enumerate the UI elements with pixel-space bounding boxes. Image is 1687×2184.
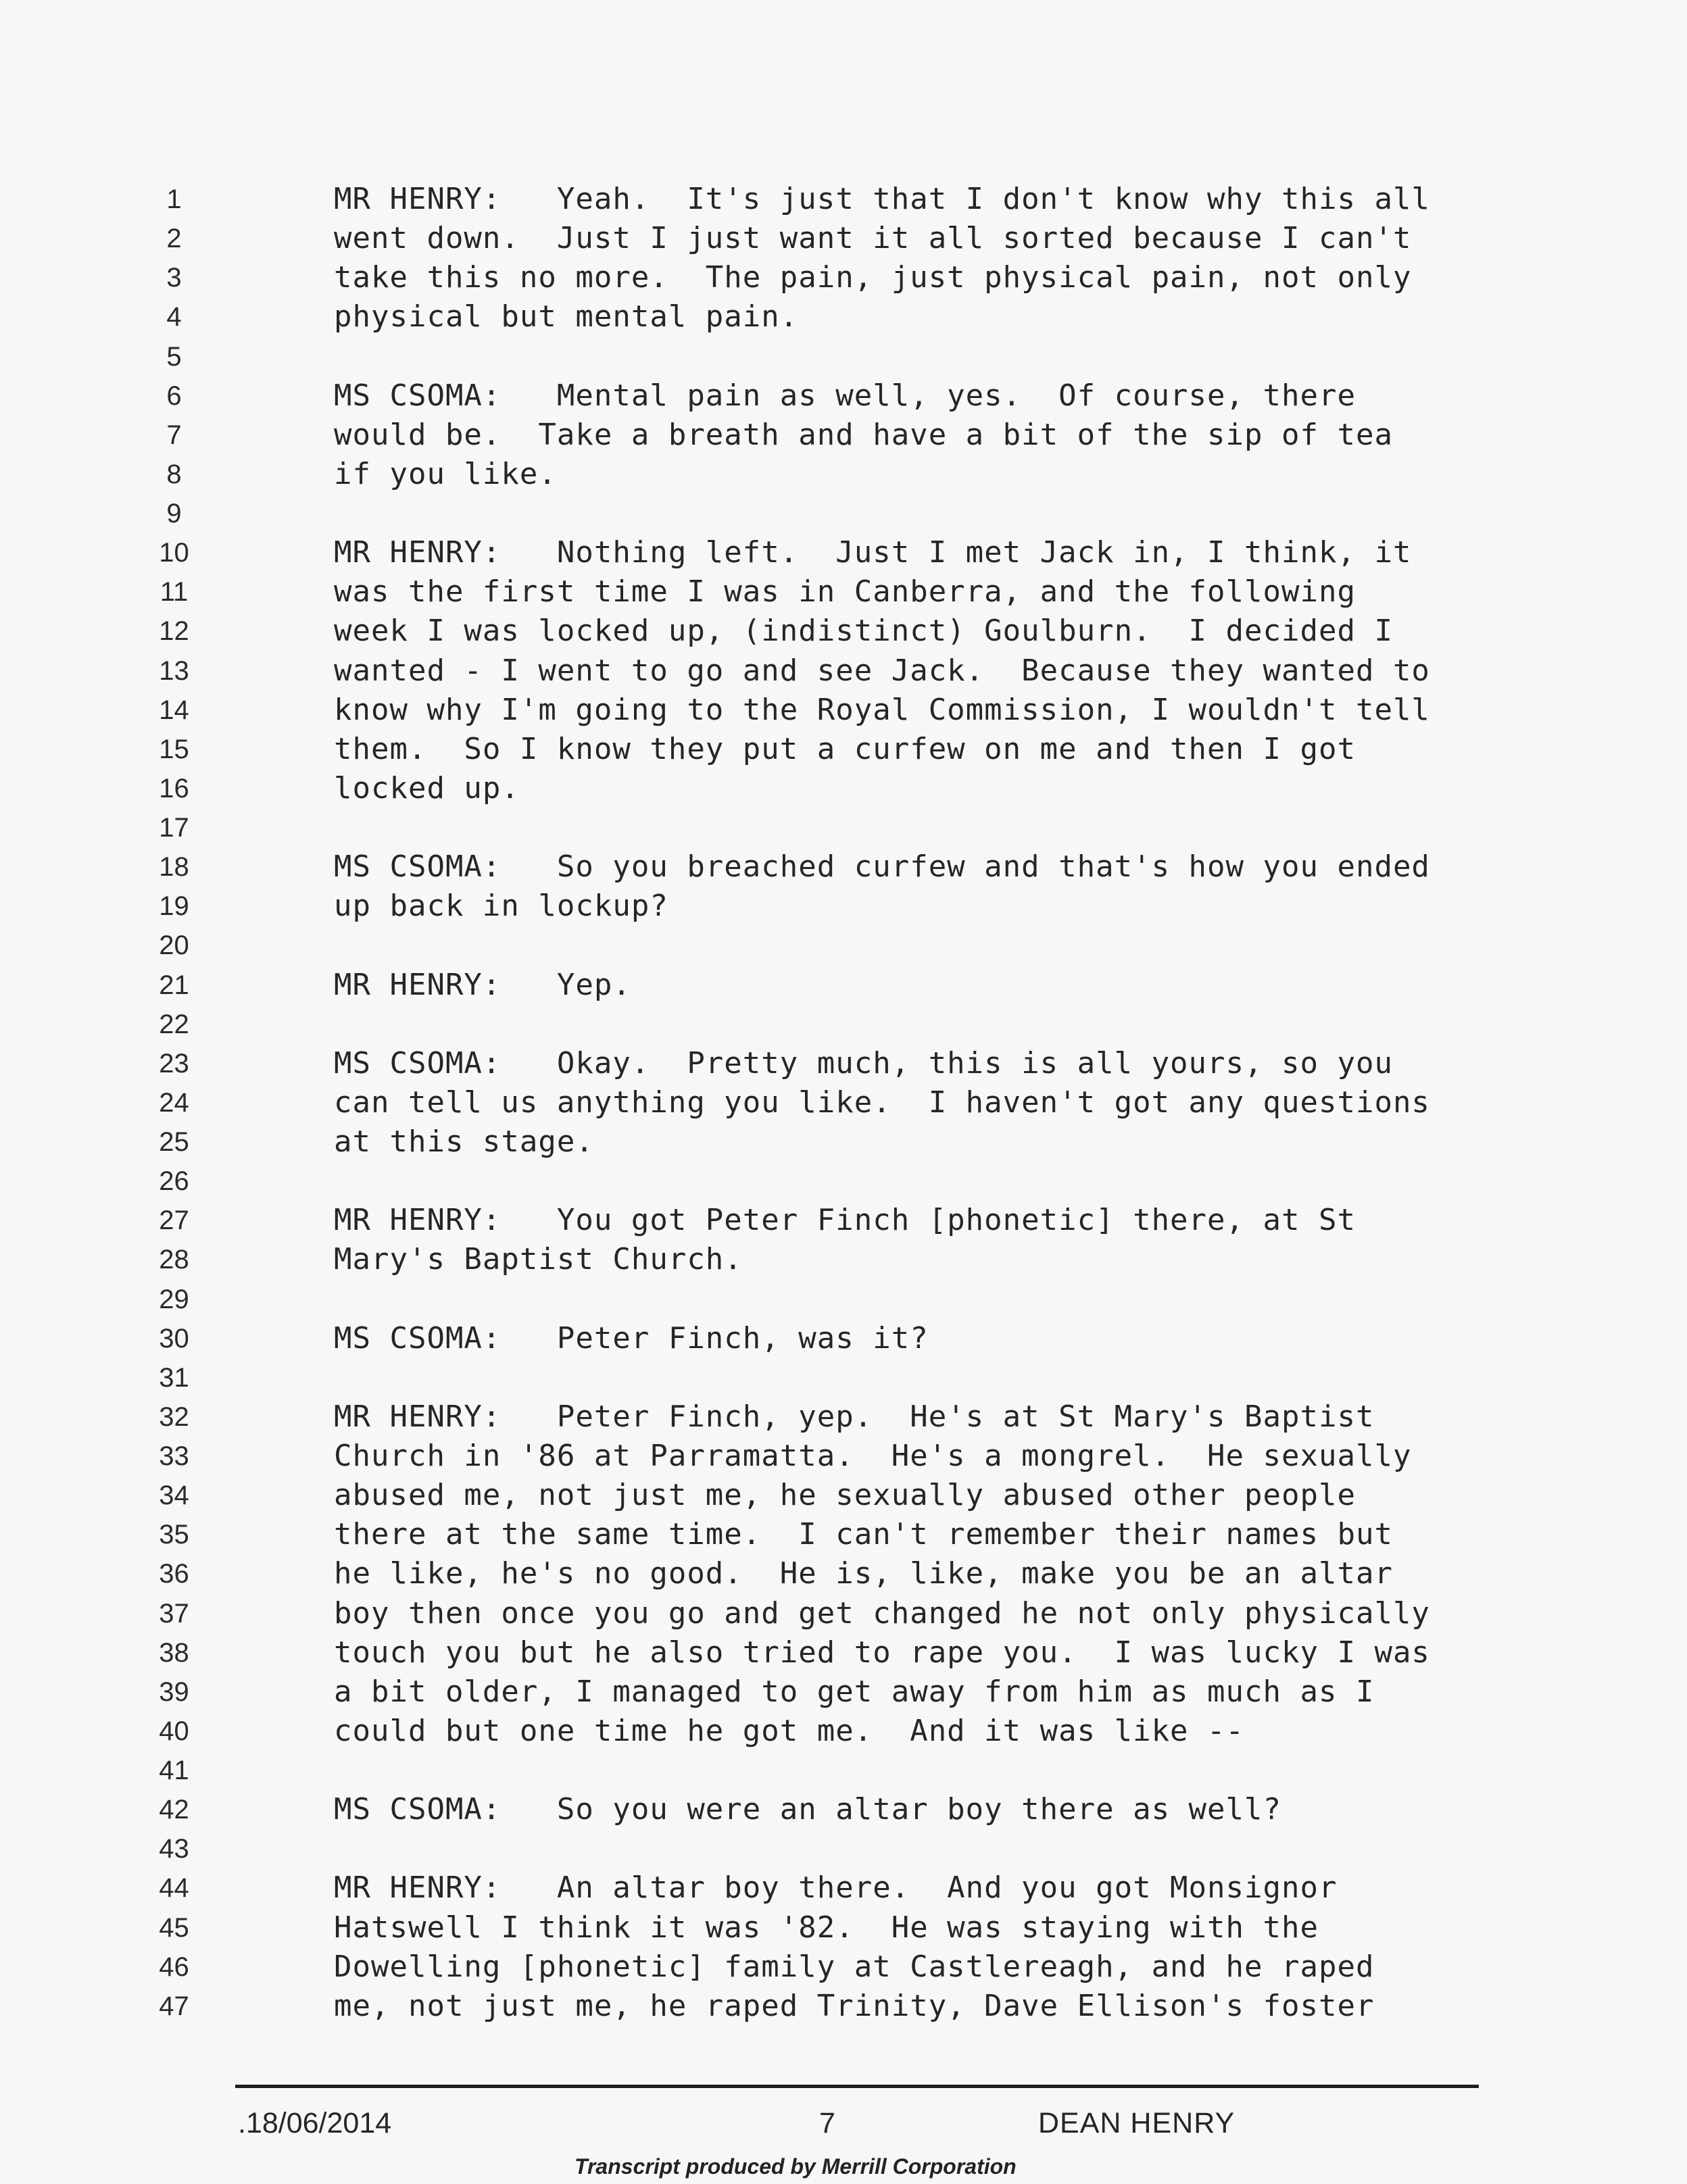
line-number: 1: [166, 184, 182, 214]
transcript-line: [0, 1358, 1687, 1397]
line-text: touch you but he also tried to rape you. I was lucky I was: [334, 1635, 1430, 1670]
line-number: 12: [159, 616, 189, 647]
line-number: 47: [159, 1991, 189, 2021]
line-text: MR HENRY: Peter Finch, yep. He's at St Mary's Baptist: [334, 1399, 1375, 1434]
line-number: 25: [159, 1127, 189, 1157]
transcript-line: [0, 533, 1687, 572]
line-number: 14: [159, 695, 189, 725]
line-number: 30: [159, 1323, 189, 1354]
line-text: physical but mental pain.: [334, 299, 799, 334]
transcript-line: [0, 730, 1687, 769]
footer-date: .18/06/2014: [238, 2107, 392, 2139]
line-text: MS CSOMA: So you breached curfew and that's how you ended: [334, 849, 1430, 885]
transcript-line: [0, 1712, 1687, 1751]
line-number: 44: [159, 1873, 189, 1904]
transcript-line: [0, 1554, 1687, 1593]
line-text: Dowelling [phonetic] family at Castlereagh, and he raped: [334, 1949, 1375, 1984]
line-text: up back in lockup?: [334, 889, 668, 924]
line-text: MS CSOMA: Peter Finch, was it?: [334, 1320, 929, 1356]
line-number: 41: [159, 1756, 189, 1785]
transcript-line: [0, 258, 1687, 297]
transcript-line: [0, 926, 1687, 965]
line-text: a bit older, I managed to get away from him as much as I: [334, 1674, 1375, 1709]
line-number: 8: [166, 459, 182, 489]
line-number: 31: [159, 1362, 189, 1393]
line-text: MR HENRY: Nothing left. Just I met Jack in, I think, it: [334, 535, 1412, 570]
line-number: 6: [166, 380, 182, 411]
transcript-line: [0, 1947, 1687, 1987]
line-text: boy then once you go and get changed he not only physically: [334, 1595, 1430, 1631]
line-text: them. So I know they put a curfew on me and then I got: [334, 731, 1356, 766]
transcript-line: [0, 887, 1687, 926]
line-text: Hatswell I think it was '82. He was staying with the: [334, 1910, 1319, 1945]
line-number: 19: [159, 891, 189, 922]
transcript-line: [0, 1672, 1687, 1712]
line-number: 17: [159, 813, 189, 843]
line-number: 13: [159, 655, 189, 686]
transcript-line: [0, 1083, 1687, 1122]
transcript-line: [0, 1240, 1687, 1279]
line-number: 5: [166, 341, 182, 372]
line-number: 32: [159, 1401, 189, 1432]
line-number: 24: [159, 1087, 189, 1118]
transcript-line: [0, 180, 1687, 219]
transcript-line: [0, 691, 1687, 730]
line-number: 39: [159, 1677, 189, 1707]
line-number: 9: [166, 499, 182, 528]
transcript-line: [0, 1829, 1687, 1868]
line-number: 10: [159, 538, 189, 568]
line-number: 28: [159, 1245, 189, 1275]
transcript-line: [0, 612, 1687, 651]
line-number: 46: [159, 1952, 189, 1982]
footer-divider: [235, 2085, 1479, 2088]
line-text: Church in '86 at Parramatta. He's a mongrel. He sexually: [334, 1439, 1412, 1473]
transcript-line: [0, 219, 1687, 258]
transcript-line: [0, 769, 1687, 808]
line-text: could but one time he got me. And it was like --: [334, 1713, 1245, 1748]
line-text: MS CSOMA: Okay. Pretty much, this is all yours, so you: [334, 1045, 1393, 1081]
line-text: Mary's Baptist Church.: [334, 1242, 743, 1277]
line-number: 4: [166, 302, 182, 332]
line-text: can tell us anything you like. I haven't got any questions: [334, 1085, 1430, 1120]
line-text: abused me, not just me, he sexually abused other people: [334, 1478, 1356, 1513]
transcript-line: [0, 1476, 1687, 1515]
line-text: at this stage.: [334, 1124, 594, 1159]
line-text: locked up.: [334, 770, 520, 805]
line-number: 15: [159, 734, 189, 764]
transcript-line: [0, 1280, 1687, 1319]
transcript-line: [0, 1868, 1687, 1908]
line-number: 18: [159, 852, 189, 883]
line-text: week I was locked up, (indistinct) Goulburn. I decided I: [334, 614, 1393, 649]
transcript-line: [0, 494, 1687, 533]
line-number: 34: [159, 1481, 189, 1511]
line-number: 29: [159, 1284, 189, 1314]
line-text: MR HENRY: Yeah. It's just that I don't know why this all: [334, 182, 1430, 216]
line-text: went down. Just I just want it all sorted because I can't: [334, 221, 1412, 256]
transcript-line: [0, 1397, 1687, 1437]
line-text: there at the same time. I can't remember their names but: [334, 1517, 1393, 1552]
line-text: know why I'm going to the Royal Commission, I wouldn't tell: [334, 692, 1430, 727]
line-number: 40: [159, 1716, 189, 1746]
line-number: 38: [159, 1637, 189, 1668]
page-number: 7: [819, 2107, 835, 2139]
transcript-line: [0, 1437, 1687, 1476]
line-number: 27: [159, 1206, 189, 1236]
transcript-line: [0, 1319, 1687, 1358]
line-number: 33: [159, 1441, 189, 1471]
transcript-line: [0, 651, 1687, 691]
transcript-line: [0, 376, 1687, 416]
line-number: 37: [159, 1598, 189, 1629]
line-text: wanted - I went to go and see Jack. Because they wanted to: [334, 653, 1430, 688]
line-text: MS CSOMA: Mental pain as well, yes. Of course, there: [334, 378, 1356, 413]
line-text: if you like.: [334, 456, 557, 491]
transcript-credit: Transcript produced by Merrill Corporation: [574, 2154, 1017, 2179]
transcript-line: [0, 966, 1687, 1005]
transcript-line: [0, 1594, 1687, 1633]
transcript-line: [0, 297, 1687, 337]
line-number: 43: [159, 1834, 189, 1864]
transcript-line: [0, 847, 1687, 887]
transcript-line: [0, 1790, 1687, 1829]
transcript-line: [0, 1751, 1687, 1790]
transcript-line: [0, 455, 1687, 494]
transcript-line: [0, 1515, 1687, 1554]
transcript-line: [0, 416, 1687, 455]
line-number: 36: [159, 1559, 189, 1589]
witness-name: DEAN HENRY: [1038, 2107, 1236, 2139]
line-number: 23: [159, 1048, 189, 1078]
line-text: he like, he's no good. He is, like, make you be an altar: [334, 1556, 1393, 1591]
line-text: MS CSOMA: So you were an altar boy there as well?: [334, 1792, 1282, 1827]
line-number: 42: [159, 1795, 189, 1825]
line-text: take this no more. The pain, just physical pain, not only: [334, 260, 1412, 295]
line-text: would be. Take a breath and have a bit of the sip of tea: [334, 417, 1393, 452]
line-number: 45: [159, 1912, 189, 1943]
transcript-line: [0, 1122, 1687, 1162]
transcript-line: [0, 808, 1687, 847]
transcript-line: [0, 572, 1687, 612]
line-number: 21: [159, 970, 189, 1000]
line-number: 26: [159, 1166, 189, 1197]
transcript-body: [0, 180, 1687, 2026]
line-number: 20: [159, 930, 189, 961]
line-number: 3: [166, 263, 182, 293]
line-number: 2: [166, 224, 182, 254]
line-number: 11: [160, 577, 189, 607]
line-text: MR HENRY: An altar boy there. And you got Monsignor: [334, 1870, 1338, 1906]
transcript-line: [0, 1908, 1687, 1947]
transcript-line: [0, 337, 1687, 376]
line-number: 35: [159, 1520, 189, 1550]
line-number: 7: [166, 420, 182, 450]
transcript-line: [0, 1201, 1687, 1240]
transcript-line: [0, 1987, 1687, 2026]
transcript-line: [0, 1633, 1687, 1672]
line-text: was the first time I was in Canberra, and the following: [334, 574, 1356, 610]
line-text: me, not just me, he raped Trinity, Dave Ellison's foster: [334, 1988, 1375, 2023]
transcript-line: [0, 1044, 1687, 1083]
line-number: 16: [159, 773, 189, 803]
line-text: MR HENRY: You got Peter Finch [phonetic] there, at St: [334, 1203, 1356, 1238]
transcript-line: [0, 1005, 1687, 1044]
line-number: 22: [159, 1009, 189, 1039]
transcript-line: [0, 1162, 1687, 1201]
line-text: MR HENRY: Yep.: [334, 967, 631, 1002]
